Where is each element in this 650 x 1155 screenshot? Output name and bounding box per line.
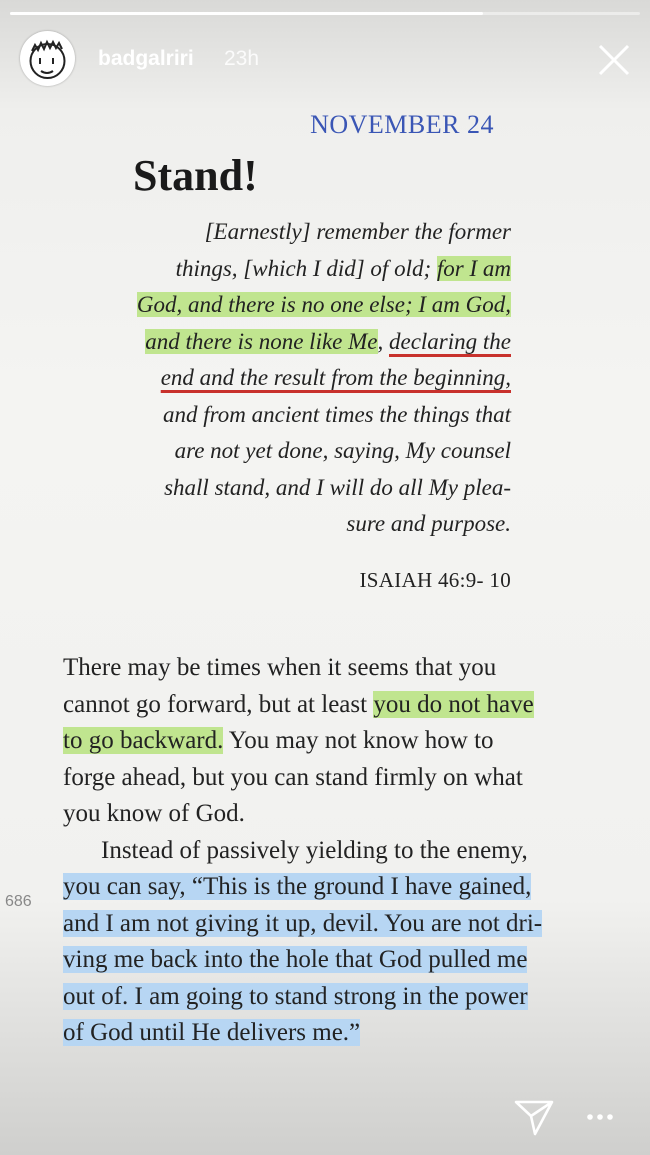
story-progress-fill bbox=[10, 12, 483, 15]
scripture-reference: ISAIAH 46:9- 10 bbox=[359, 568, 511, 592]
story-timestamp: 23h bbox=[224, 47, 260, 70]
close-icon bbox=[594, 40, 634, 80]
page-number: 686 bbox=[5, 893, 32, 910]
body-text: You may not know how to bbox=[223, 727, 494, 754]
body-line bbox=[63, 942, 603, 979]
body-highlight-blue: ving me back into the hole that God pulled me bbox=[63, 946, 528, 973]
body-line bbox=[63, 687, 603, 724]
more-options-button[interactable] bbox=[585, 1105, 617, 1129]
verse-line bbox=[91, 251, 511, 288]
devotional-body bbox=[63, 650, 603, 1052]
verse-text: , bbox=[377, 328, 389, 354]
verse-line: and from ancient times the things that bbox=[163, 401, 511, 427]
body-line: forge ahead, but you can stand firmly on what bbox=[63, 763, 523, 791]
send-button[interactable] bbox=[513, 1097, 555, 1137]
body-highlight-blue: you can say, “This is the ground I have gained, bbox=[63, 873, 532, 900]
avatar-face-icon bbox=[20, 31, 75, 86]
body-line bbox=[63, 869, 603, 906]
verse-line bbox=[91, 360, 511, 397]
story-progress-bar bbox=[10, 12, 640, 15]
scripture-verse bbox=[91, 214, 511, 543]
verse-text: things, [which I did] of old; bbox=[175, 255, 437, 281]
page-date: NOVEMBER 24 bbox=[310, 110, 494, 139]
more-icon bbox=[585, 1105, 617, 1129]
story-username[interactable]: badgalriri bbox=[98, 47, 194, 70]
verse-underline: end and the result from the beginning, bbox=[160, 365, 511, 390]
avatar[interactable] bbox=[20, 31, 75, 86]
verse-line: [Earnestly] remember the former bbox=[204, 219, 511, 244]
verse-highlight: for I am bbox=[436, 255, 511, 281]
verse-highlight: and there is none like Me bbox=[145, 328, 378, 354]
body-line: Instead of passively yielding to the enemy, bbox=[101, 836, 528, 864]
body-highlight-blue: and I am not giving it up, devil. You are not dri- bbox=[63, 909, 543, 937]
close-button[interactable] bbox=[594, 40, 634, 80]
body-line: you know of God. bbox=[63, 800, 245, 827]
send-icon bbox=[513, 1097, 555, 1137]
verse-line: sure and purpose. bbox=[346, 511, 511, 536]
page-title: Stand! bbox=[133, 151, 258, 200]
body-line: There may be times when it seems that you bbox=[63, 654, 497, 681]
body-line bbox=[63, 906, 603, 943]
body-line bbox=[63, 979, 603, 1016]
body-highlight-blue: out of. I am going to stand strong in the power bbox=[63, 982, 528, 1010]
verse-line bbox=[91, 324, 511, 361]
verse-line bbox=[91, 287, 511, 324]
verse-underline: declaring the bbox=[389, 328, 511, 354]
verse-line: shall stand, and I will do all My plea- bbox=[164, 474, 511, 500]
body-highlight: you do not have bbox=[373, 690, 534, 718]
body-highlight-blue: of God until He delivers me.” bbox=[63, 1019, 361, 1046]
body-line bbox=[63, 723, 603, 760]
body-text: cannot go forward, but at least bbox=[63, 690, 374, 718]
body-line bbox=[63, 1015, 603, 1052]
body-highlight: to go backward. bbox=[63, 727, 224, 754]
verse-highlight: God, and there is no one else; I am God, bbox=[136, 292, 511, 317]
verse-line: are not yet done, saying, My counsel bbox=[174, 438, 511, 463]
